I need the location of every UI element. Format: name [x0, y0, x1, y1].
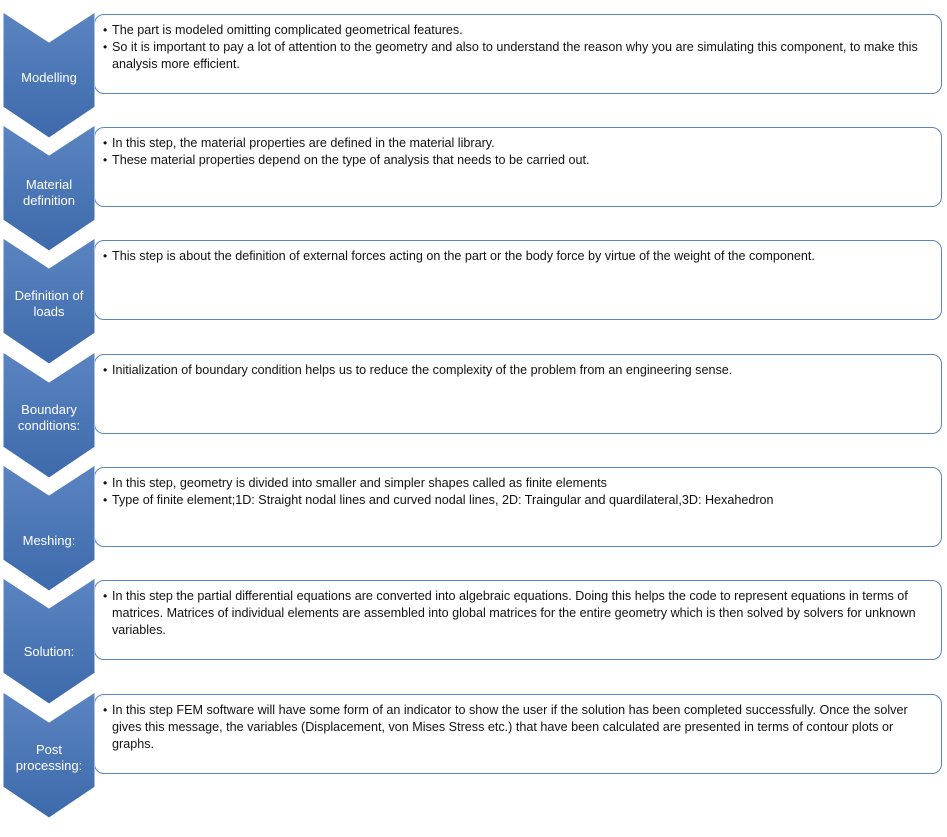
bullet-item [103, 39, 933, 73]
bullet-item [103, 475, 933, 492]
bullet-dot-icon: • [103, 153, 108, 167]
step-description-box [94, 127, 942, 207]
bullet-dot-icon: • [103, 249, 108, 263]
bullet-dot-icon: • [103, 40, 108, 54]
bullet-dot-icon: • [103, 363, 108, 377]
bullet-item [103, 152, 933, 169]
chevron-polygon [3, 578, 95, 704]
bullet-text: This step is about the definition of external forces acting on the part or the body force by virtue of the weight of the component. [112, 249, 815, 263]
bullet-text: Type of finite element;1D: Straight nodal lines and curved nodal lines, 2D: Traingular and quardilateral,3D: Hexahedron [112, 493, 774, 507]
bullet-dot-icon: • [103, 23, 108, 37]
bullet-text: These material properties depend on the type of analysis that needs to be carried out. [112, 153, 590, 167]
step-description-box [94, 14, 942, 94]
bullet-item [103, 362, 933, 379]
bullet-item [103, 588, 933, 639]
step-description-box [94, 694, 942, 774]
chevron-polygon [3, 465, 95, 591]
step-label: Post processing: [15, 742, 83, 773]
bullet-item [103, 135, 933, 152]
bullet-dot-icon: • [103, 589, 108, 603]
step-label: Boundary conditions: [17, 402, 81, 433]
bullet-text: In this step, the material properties are defined in the material library. [112, 136, 495, 150]
step-description-box [94, 580, 942, 660]
bullet-text: In this step FEM software will have some form of an indicator to show the user if the solution has been completed successfully. Once the solver gives this message, the variables (Displacement, von Mises Stress etc.) that have been calculated are presented in terms of contour plots or graphs. [112, 703, 908, 751]
step-description-box [94, 240, 942, 320]
bullet-item [103, 702, 933, 753]
bullet-text: In this step the partial differential equations are converted into algebraic equations. Doing this helps the code to represent equations in terms of matrices. Matrices of individual elements are assembled into global matrices for the entire geometry which is then solved by solvers for unknown variables. [112, 589, 916, 637]
bullet-dot-icon: • [103, 703, 108, 717]
step-label: Definition of loads [14, 288, 84, 319]
step-description-box [94, 467, 942, 547]
bullet-item [103, 248, 933, 265]
step-chevron [3, 692, 95, 832]
step-description-box [94, 354, 942, 434]
step-label: Meshing: [22, 533, 76, 548]
bullet-item [103, 22, 933, 39]
bullet-dot-icon: • [103, 476, 108, 490]
step-label: Solution: [23, 644, 75, 659]
bullet-text: In this step, geometry is divided into smaller and simpler shapes called as finite elements [112, 476, 607, 490]
bullet-text: The part is modeled omitting complicated geometrical features. [112, 23, 463, 37]
bullet-item [103, 492, 933, 509]
step-label: Material definition [22, 177, 76, 208]
bullet-text: So it is important to pay a lot of attention to the geometry and also to understand the reason why you are simulating this component, to make this analysis more efficient. [112, 40, 918, 71]
step-label: Modelling [21, 70, 77, 85]
bullet-text: Initialization of boundary condition helps us to reduce the complexity of the problem from an engineering sense. [112, 363, 733, 377]
bullet-dot-icon: • [103, 493, 108, 507]
bullet-dot-icon: • [103, 136, 108, 150]
